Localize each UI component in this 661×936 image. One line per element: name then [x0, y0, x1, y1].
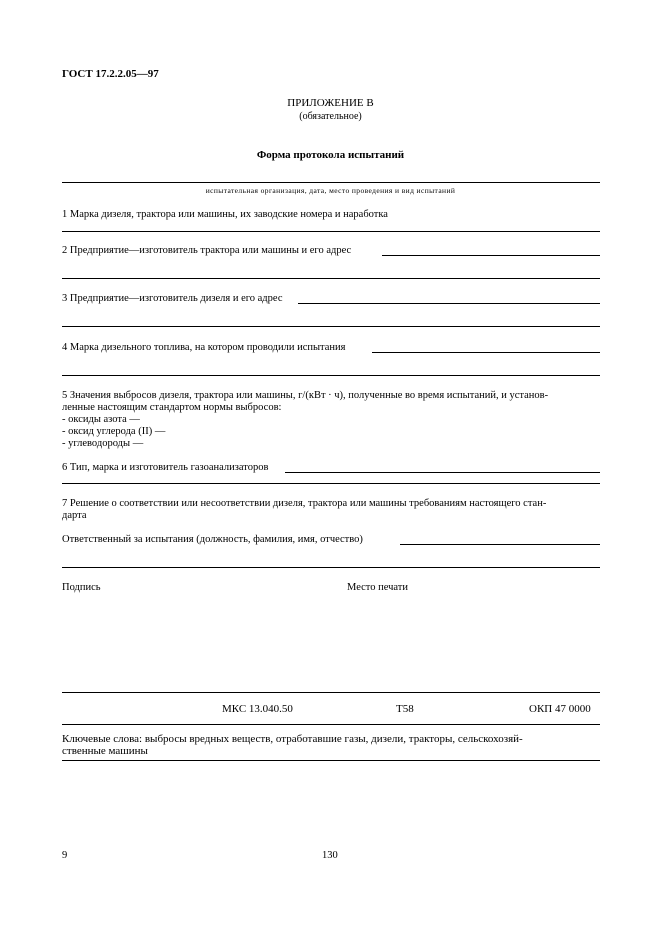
item-5-line-2: ленные настоящим стандартом нормы выбросов: [62, 402, 282, 413]
item-5-bullet-nox: - оксиды азота — [62, 414, 140, 425]
page-number-center: 130 [322, 850, 338, 861]
footer-t: Т58 [396, 703, 414, 715]
item-6-label: 6 Тип, марка и изготовитель газоанализаторов [62, 462, 269, 473]
item-2-fill-line[interactable] [382, 255, 600, 256]
seal-place-label: Место печати [347, 582, 409, 593]
item-3-label: 3 Предприятие—изготовитель дизеля и его адрес [62, 293, 283, 304]
item-3-fill-line[interactable] [298, 303, 600, 304]
item-5-bullet-hc: - углеводороды — [62, 438, 144, 449]
keywords-line-1: Ключевые слова: выбросы вредных веществ, отработавшие газы, дизели, тракторы, сельскохозяй- [62, 733, 523, 745]
appendix-subtitle: (обязательное) [299, 111, 362, 122]
item-5-bullet-co: - оксид углерода (II) — [62, 426, 166, 437]
responsible-fill-line[interactable] [400, 544, 600, 545]
item-4-label: 4 Марка дизельного топлива, на котором проводили испытания [62, 342, 346, 353]
footer-mks: МКС 13.040.50 [222, 703, 293, 715]
responsible-fill-line-2[interactable] [62, 567, 600, 568]
appendix-title: ПРИЛОЖЕНИЕ В [287, 97, 374, 109]
item-7-line-2: дарта [62, 510, 87, 521]
item-1-fill-line[interactable] [62, 231, 600, 232]
organization-fill-line[interactable] [62, 182, 600, 183]
item-1-label: 1 Марка дизеля, трактора или машины, их заводские номера и наработка [62, 209, 388, 220]
item-3-fill-line-2[interactable] [62, 326, 600, 327]
item-6-fill-line[interactable] [285, 472, 600, 473]
item-5-line-1: 5 Значения выбросов дизеля, трактора или машины, г/(кВт · ч), полученные во время испытаний, и установ- [62, 390, 549, 401]
item-4-fill-line[interactable] [372, 352, 600, 353]
footer-top-rule [62, 692, 600, 693]
footer-bottom-rule [62, 760, 600, 761]
form-title: Форма протокола испытаний [256, 149, 405, 161]
item-4-fill-line-2[interactable] [62, 375, 600, 376]
keywords-line-2: ственные машины [62, 745, 148, 757]
responsible-label: Ответственный за испытания (должность, фамилия, имя, отчество) [62, 534, 363, 545]
item-6-fill-line-2[interactable] [62, 483, 600, 484]
page-number-left: 9 [62, 850, 68, 861]
organization-caption: испытательная организация, дата, место проведения и вид испытаний [205, 186, 456, 195]
item-2-fill-line-2[interactable] [62, 278, 600, 279]
signature-label: Подпись [62, 582, 101, 593]
standard-code: ГОСТ 17.2.2.05—97 [62, 68, 159, 80]
item-2-label: 2 Предприятие—изготовитель трактора или машины и его адрес [62, 245, 352, 256]
footer-mid-rule [62, 724, 600, 725]
item-7-line-1: 7 Решение о соответствии или несоответствии дизеля, трактора или машины требованиям настоящего стан- [62, 498, 547, 509]
footer-okp: ОКП 47 0000 [529, 703, 591, 715]
